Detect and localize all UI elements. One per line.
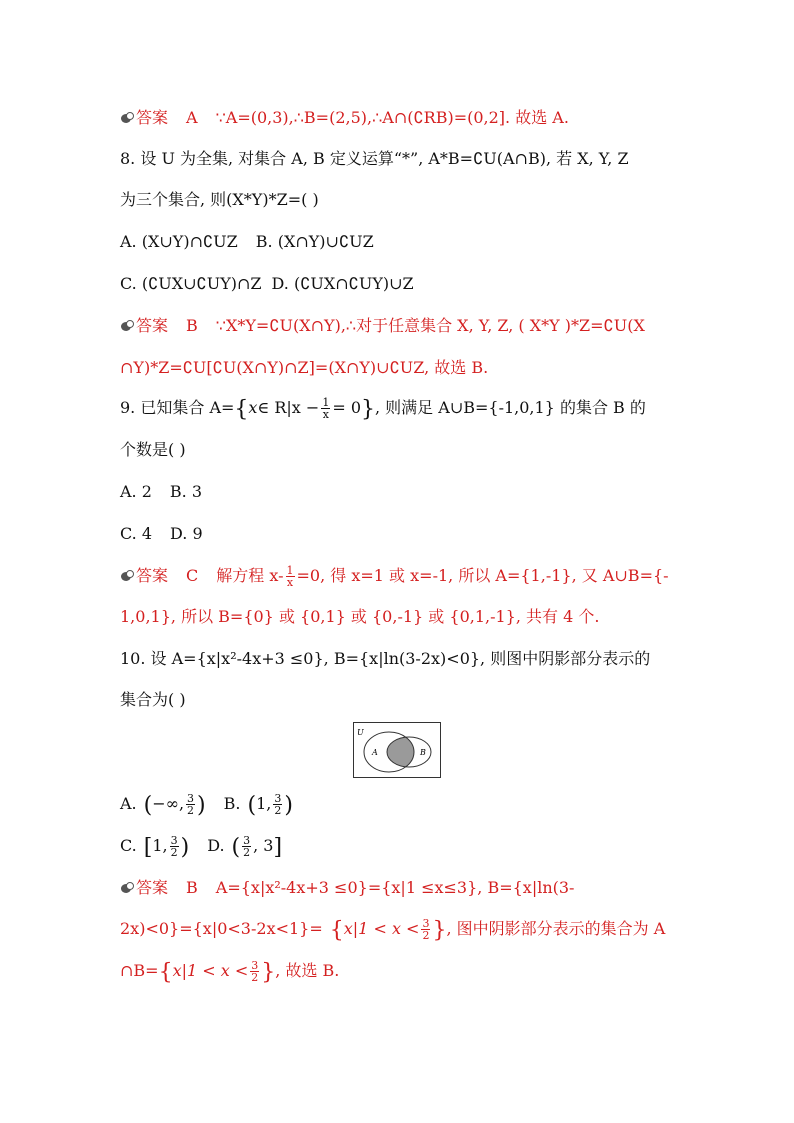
paren-right: ) (197, 793, 206, 818)
paren-left: ( (224, 835, 241, 860)
set-variable: x (248, 398, 258, 417)
question-10-line-2: 集合为( ) (120, 690, 186, 709)
answer-10-line-3-post: , 故选 B. (275, 961, 340, 980)
answer-marker-icon (120, 882, 134, 894)
paren-right: ) (180, 835, 190, 860)
answer-10-line-1 (120, 877, 680, 899)
paren-left: ( (136, 793, 153, 818)
brace-right: } (361, 397, 375, 422)
answer-marker-icon (120, 570, 134, 582)
paren-left: ( (240, 793, 257, 818)
fraction: $\frac{3}{2}$ (422, 917, 430, 942)
fraction: $\frac{1}{x}$ (286, 564, 294, 589)
answer-label: 答案 (136, 566, 169, 585)
answer-marker-icon (120, 320, 134, 332)
answer-8-line-1 (120, 315, 680, 337)
answer-8-text: ∵X*Y=∁U(X∩Y),∴对于任意集合 X, Y, Z, ( X*Y )*Z=∁U(X (215, 316, 645, 335)
option-c-prefix: C. (120, 836, 137, 855)
brace-left: { (158, 960, 173, 985)
bracket-left: [ (136, 835, 153, 860)
question-9-option-b: B. 3 (169, 482, 203, 501)
option-a-value: −∞, (152, 794, 185, 813)
answer-10-text: A={x|x²-4x+3 ≤0}={x|1 ≤x≤3}, B={x|ln(3- (215, 878, 575, 897)
answer-9-post: =0, 得 x=1 或 x=-1, 所以 A={1,-1}, 又 A∪B={- (296, 566, 669, 585)
option-d-prefix: D. (207, 836, 225, 855)
question-8-option-b: B. (X∩Y)∪∁UZ (255, 232, 374, 251)
answer-10-line-2 (120, 918, 680, 942)
answer-9-pre: 解方程 x- (216, 566, 284, 585)
answer-10-choice: B (186, 878, 198, 897)
set-condition: x|1 < x < (172, 961, 249, 980)
option-c-value: 1, (152, 836, 168, 855)
option-b-value: 1, (256, 794, 272, 813)
answer-10-line-2-post: , 图中阴影部分表示的集合为 A (446, 919, 666, 938)
brace-left: { (234, 397, 249, 422)
question-10-line-1: 10. 设 A={x|x²-4x+3 ≤0}, B={x|ln(3-2x)<0}, 则图中阴影部分表示的 (120, 649, 651, 668)
question-9-option-c: C. 4 (120, 524, 153, 543)
question-10-options-cd (120, 835, 680, 859)
answer-10-line-2-pre: 2x)<0}={x|0<3-2x<1}= (120, 919, 323, 938)
set-condition: ∈ R|x − (257, 398, 320, 417)
set-equation: = 0 (332, 398, 361, 417)
question-8-option-a: A. (X∪Y)∩∁UZ (120, 232, 238, 251)
question-9-prefix: 9. 已知集合 A= (120, 398, 235, 417)
fraction: $\frac{3}{2}$ (187, 792, 195, 817)
answer-10-line-3 (120, 960, 680, 984)
venn-label-b: B (420, 748, 426, 757)
answer-8-line-2: ∩Y)*Z=∁U[∁U(X∩Y)∩Z]=(X∩Y)∪∁UZ, 故选 B. (120, 358, 489, 377)
answer-10-line-3-pre: ∩B= (120, 961, 159, 980)
fraction: $\frac{3}{2}$ (251, 959, 259, 984)
answer-8-choice: B (186, 316, 198, 335)
question-10-options-ab (120, 793, 680, 817)
set-condition: x|1 < x < (343, 919, 420, 938)
answer-7-text: ∵A=(0,3),∴B=(2,5),∴A∩(∁RB)=(0,2]. 故选 A. (215, 108, 569, 127)
brace-left: { (322, 918, 344, 943)
question-9-line-2: 个数是( ) (120, 440, 186, 459)
answer-9-choice: C (186, 566, 199, 585)
fraction: $\frac{3}{2}$ (243, 834, 251, 859)
question-8-line-2: 为三个集合, 则(X*Y)*Z=( ) (120, 190, 319, 209)
paren-right: ) (284, 793, 293, 818)
answer-9-line-2: 1,0,1}, 所以 B={0} 或 {0,1} 或 {0,-1} 或 {0,1,-1}, 共有 4 个. (120, 607, 600, 626)
answer-label: 答案 (136, 108, 169, 127)
question-8-line-1: 8. 设 U 为全集, 对集合 A, B 定义运算“*”, A*B=∁U(A∩B), 若 X, Y, Z (120, 149, 629, 168)
venn-label-u: U (357, 728, 364, 737)
question-9-options-ab (120, 481, 680, 503)
brace-right: } (261, 960, 276, 985)
question-8-options-ab (120, 231, 680, 253)
question-8-options-cd (120, 273, 680, 295)
answer-7-choice: A (186, 108, 198, 127)
question-8-option-d: D. (∁UX∩∁UY)∪Z (271, 274, 414, 293)
question-9-line-1 (120, 397, 680, 421)
option-a-prefix: A. (120, 794, 137, 813)
answer-7 (120, 107, 680, 129)
question-9-option-d: D. 9 (170, 524, 203, 543)
fraction: $\frac{3}{2}$ (274, 792, 282, 817)
question-9-option-a: A. 2 (120, 482, 152, 501)
question-8-option-c: C. (∁UX∪∁UY)∩Z (120, 274, 262, 293)
answer-label: 答案 (136, 316, 169, 335)
answer-9-line-1 (120, 565, 680, 588)
brace-right: } (432, 918, 447, 943)
answer-marker-icon (120, 112, 134, 124)
fraction: $\frac{1}{x}$ (322, 396, 330, 421)
answer-label: 答案 (136, 878, 169, 897)
venn-diagram (353, 722, 441, 778)
question-9-suffix: , 则满足 A∪B={-1,0,1} 的集合 B 的 (375, 398, 646, 417)
question-9-options-cd (120, 523, 680, 545)
bracket-right: ] (273, 835, 283, 860)
option-b-prefix: B. (223, 794, 241, 813)
venn-label-a: A (372, 748, 378, 757)
fraction: $\frac{3}{2}$ (170, 834, 178, 859)
option-d-value: , 3 (253, 836, 274, 855)
